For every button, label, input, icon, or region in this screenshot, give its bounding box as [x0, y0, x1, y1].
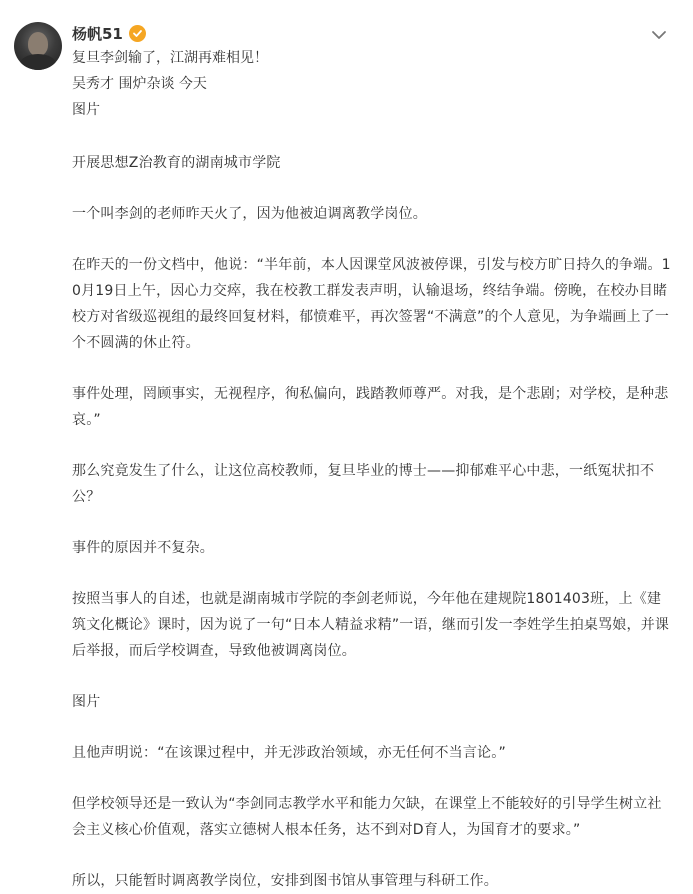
avatar-body: [20, 54, 56, 70]
image-label[interactable]: 图片: [72, 102, 100, 118]
image-label[interactable]: 图片: [72, 694, 101, 710]
paragraph: 按照当事人的自述，也就是湖南城市学院的李剑老师说，今年他在建规院1801403班，上《建筑文化概论》课时，因为说了一句“日本人精益求精”一语，继而引发一李姓学生拍桌骂娘，并课后举报，而后学校调查，导致他被调离岗位。: [72, 591, 670, 659]
paragraph: 一个叫李剑的老师昨天火了，因为他被迫调离教学岗位。: [72, 206, 427, 222]
paragraph: 那么究竟发生了什么，让这位高校教师，复旦毕业的博士——抑郁难平心中悲，一纸冤状扣不公？: [72, 463, 655, 505]
avatar-face: [28, 32, 48, 56]
paragraph: 事件处理，罔顾事实，无视程序，徇私偏向，践踏教师尊严。对我，是个悲剧；对学校，是种悲哀。”: [72, 386, 669, 428]
paragraph: 所以，只能暂时调离教学岗位，安排到图书馆从事管理与科研工作。: [72, 873, 498, 889]
post-title: 复旦李剑输了，江湖再难相见！: [72, 50, 268, 66]
avatar[interactable]: [14, 22, 62, 70]
post-content: [72, 45, 672, 894]
paragraph: 但学校领导还是一致认为“李剑同志教学水平和能力欠缺，在课堂上不能较好的引导学生树立社会主义核心价值观，落实立德树人根本任务，达不到对D育人，为国育才的要求。”: [72, 796, 662, 838]
author-row: [72, 22, 146, 44]
post-source: 吴秀才 围炉杂谈 今天: [72, 76, 207, 92]
chevron-down-icon[interactable]: [651, 26, 667, 38]
paragraph: 且他声明说：“在该课过程中，并无涉政治领域，亦无任何不当言论。”: [72, 745, 506, 761]
paragraph: 开展思想Z治教育的湖南城市学院: [72, 155, 281, 171]
verified-badge-icon: [129, 25, 146, 42]
paragraph: 事件的原因并不复杂。: [72, 540, 214, 556]
paragraph: 在昨天的一份文档中，他说：“半年前，本人因课堂风波被停课，引发与校方旷日持久的争端。10月19日上午，因心力交瘁，我在校教工群发表声明，认输退场，终结争端。傍晚，在校办目睹校方对省级巡视组的最终回复材料，郁愤难平，再次签署“不满意”的个人意见，为争端画上了一个不圆满的休止符。: [72, 257, 671, 351]
author-name[interactable]: 杨帆51: [72, 24, 123, 43]
